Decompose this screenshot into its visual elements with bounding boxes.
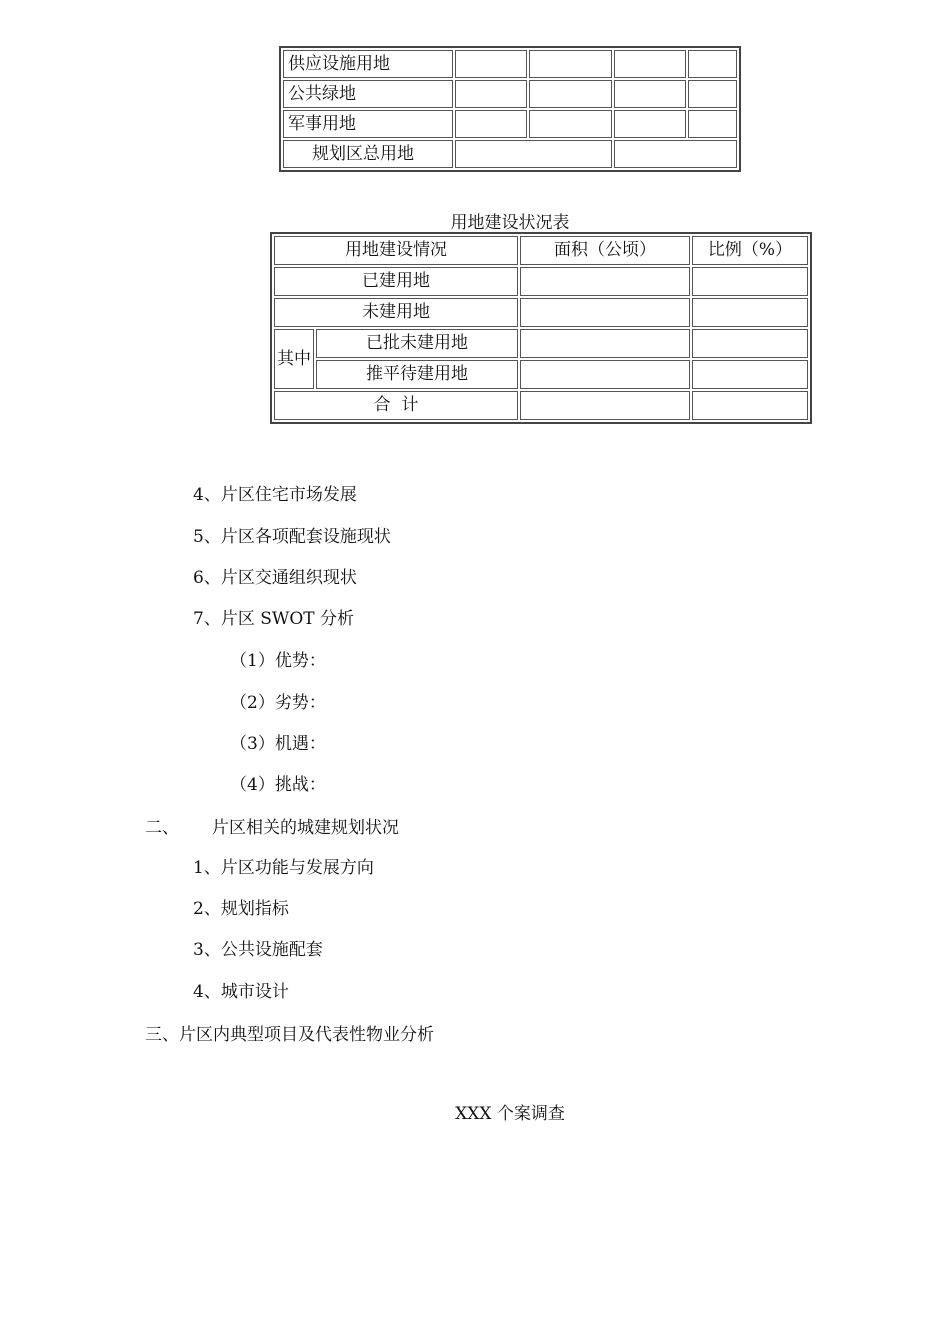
land-use-table (279, 46, 741, 172)
table-cell (455, 140, 612, 168)
table-cell (692, 298, 808, 327)
table-row (283, 140, 737, 168)
row-label: 公共绿地 (283, 80, 453, 108)
header-cell: 用地建设情况 (274, 236, 518, 265)
table-cell (692, 360, 808, 389)
table-row (274, 391, 808, 420)
row-label: 已建用地 (274, 267, 518, 296)
outline-item: 2、规划指标 (193, 899, 289, 919)
subsection-title: XXX 个案调查 (455, 1104, 565, 1124)
table-row (274, 267, 808, 296)
outline-item: 1、片区功能与发展方向 (193, 858, 374, 878)
table-cell (455, 80, 527, 108)
row-label: 供应设施用地 (283, 50, 453, 78)
section-number: 二、 (145, 818, 179, 838)
table-cell (688, 50, 737, 78)
table-row (274, 329, 808, 358)
table-cell (529, 110, 612, 138)
outline-item: 4、城市设计 (193, 982, 289, 1002)
row-label: 推平待建用地 (316, 360, 518, 389)
outline-subitem: （3）机遇： (230, 734, 326, 754)
table-header-row (274, 236, 808, 265)
table-cell (614, 140, 737, 168)
table-row (283, 110, 737, 138)
table-cell (529, 50, 612, 78)
table-row (274, 360, 808, 389)
table-caption: 用地建设状况表 (450, 213, 570, 233)
land-construction-table (270, 232, 812, 424)
group-label: 其中 (274, 329, 314, 389)
outline-subitem: （1）优势： (230, 651, 326, 671)
table-cell (692, 329, 808, 358)
table-cell (688, 110, 737, 138)
header-cell: 面积（公顷） (520, 236, 690, 265)
table-cell (529, 80, 612, 108)
outline-item: 3、公共设施配套 (193, 940, 323, 960)
header-cell: 比例（%） (692, 236, 808, 265)
table-cell (614, 50, 686, 78)
table-row (274, 298, 808, 327)
outline-item: 5、片区各项配套设施现状 (193, 527, 391, 547)
table-cell (692, 391, 808, 420)
outline-item: 4、片区住宅市场发展 (193, 485, 357, 505)
table-cell (520, 298, 690, 327)
table-row (283, 50, 737, 78)
table-cell (455, 110, 527, 138)
table-cell (688, 80, 737, 108)
outline-item: 6、片区交通组织现状 (193, 568, 357, 588)
table-cell (614, 80, 686, 108)
row-label: 未建用地 (274, 298, 518, 327)
table-cell (520, 267, 690, 296)
row-label: 已批未建用地 (316, 329, 518, 358)
table-cell (520, 391, 690, 420)
outline-item: 7、片区 SWOT 分析 (193, 609, 355, 629)
table-cell (614, 110, 686, 138)
row-label: 军事用地 (283, 110, 453, 138)
table-cell (692, 267, 808, 296)
total-label: 合 计 (274, 391, 518, 420)
table-cell (455, 50, 527, 78)
table-row (283, 80, 737, 108)
section-heading: 片区相关的城建规划状况 (212, 818, 399, 838)
table-cell (520, 329, 690, 358)
table-cell (520, 360, 690, 389)
section-heading: 三、片区内典型项目及代表性物业分析 (145, 1025, 434, 1045)
outline-subitem: （2）劣势： (230, 693, 326, 713)
total-label: 规划区总用地 (283, 140, 453, 168)
outline-subitem: （4）挑战： (230, 775, 326, 795)
